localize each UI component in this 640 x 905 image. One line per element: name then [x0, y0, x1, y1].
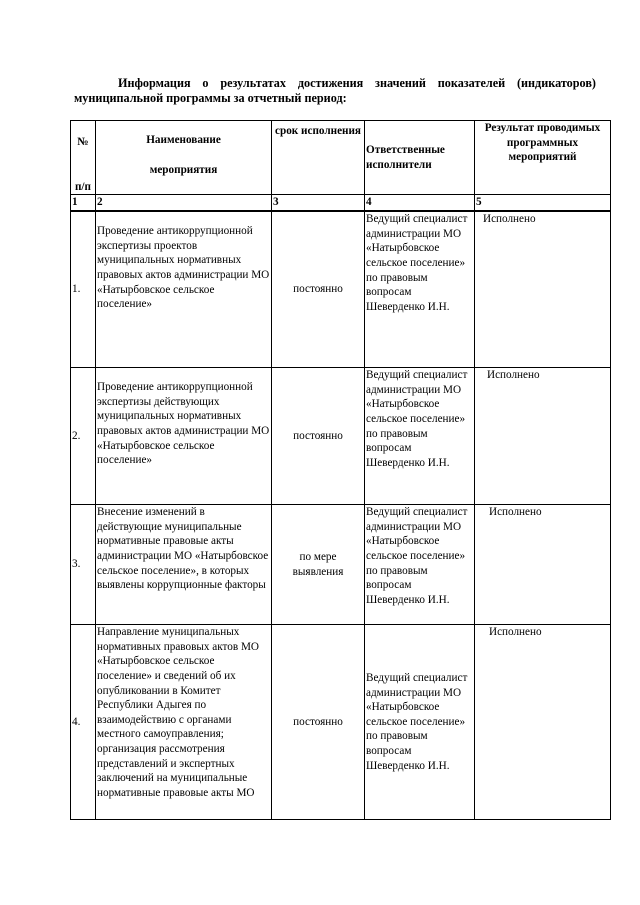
header-name-top: Наименование	[146, 134, 221, 146]
heading-line-1: Информация о результатах достижения значений показателей (индикаторов)	[118, 76, 596, 90]
column-number: 5	[475, 195, 611, 212]
row-number: 2.	[71, 368, 96, 505]
table-row	[71, 211, 611, 368]
row-event: Проведение антикоррупционной экспертизы действующих муниципальных нормативных правовых актов администрации МО «Натырбовское сельское поселение»	[96, 368, 272, 505]
column-number: 2	[96, 195, 272, 212]
row-deadline: постоянно	[272, 211, 365, 368]
header-num-top: №	[77, 136, 89, 148]
report-heading	[74, 76, 596, 106]
row-event: Проведение антикоррупционной экспертизы проектов муниципальных нормативных правовых актов администрации МО «Натырбовское сельское поселение»	[96, 211, 272, 368]
column-number: 3	[272, 195, 365, 212]
header-name-cell	[96, 121, 272, 195]
heading-line-2: муниципальной программы за отчетный период:	[74, 91, 347, 105]
row-result: Исполнено	[475, 625, 611, 820]
header-responsible: Ответственные исполнители	[365, 121, 475, 195]
table-row	[71, 368, 611, 505]
row-result: Исполнено	[475, 211, 611, 368]
row-deadline: постоянно	[272, 625, 365, 820]
row-responsible: Ведущий специалист администрации МО «Натырбовское сельское поселение» по правовым вопросам Шеверденко И.Н.	[365, 211, 475, 368]
row-result: Исполнено	[475, 368, 611, 505]
row-deadline: постоянно	[272, 368, 365, 505]
column-number: 4	[365, 195, 475, 212]
column-number: 1	[71, 195, 96, 212]
table-row	[71, 505, 611, 625]
header-row	[71, 121, 611, 195]
column-numbers-row	[71, 195, 611, 212]
results-table	[70, 120, 611, 820]
row-result: Исполнено	[475, 505, 611, 625]
row-number: 4.	[71, 625, 96, 820]
row-event: Внесение изменений в действующие муниципальные нормативные правовые акты администрации МО «Натырбовское сельское поселение», в которых выявлены коррупционные факторы	[96, 505, 272, 625]
row-deadline: по мере выявления	[272, 505, 365, 625]
row-responsible: Ведущий специалист администрации МО «Натырбовское сельское поселение» по правовым вопросам Шеверденко И.Н.	[365, 625, 475, 820]
row-responsible: Ведущий специалист администрации МО «Натырбовское сельское поселение» по правовым вопросам Шеверденко И.Н.	[365, 505, 475, 625]
header-num-cell	[71, 121, 96, 195]
header-num-bottom: п/п	[74, 180, 91, 193]
header-deadline: срок исполнения	[272, 121, 365, 195]
header-result: Результат проводимых программных мероприятий	[475, 121, 611, 195]
header-name-bottom: мероприятия	[149, 163, 218, 176]
row-responsible: Ведущий специалист администрации МО «Натырбовское сельское поселение» по правовым вопросам Шеверденко И.Н.	[365, 368, 475, 505]
row-number: 1.	[71, 211, 96, 368]
row-event: Направление муниципальных нормативных правовых актов МО «Натырбовское сельское поселение» и сведений об их опубликовании в Комитет Республики Адыгея по взаимодействию с органами местного самоуправления; организация рассмотрения представлений и экспертных заключений на муниципальные нормативные правовые акты МО	[96, 625, 272, 820]
table-row	[71, 625, 611, 820]
row-number: 3.	[71, 505, 96, 625]
